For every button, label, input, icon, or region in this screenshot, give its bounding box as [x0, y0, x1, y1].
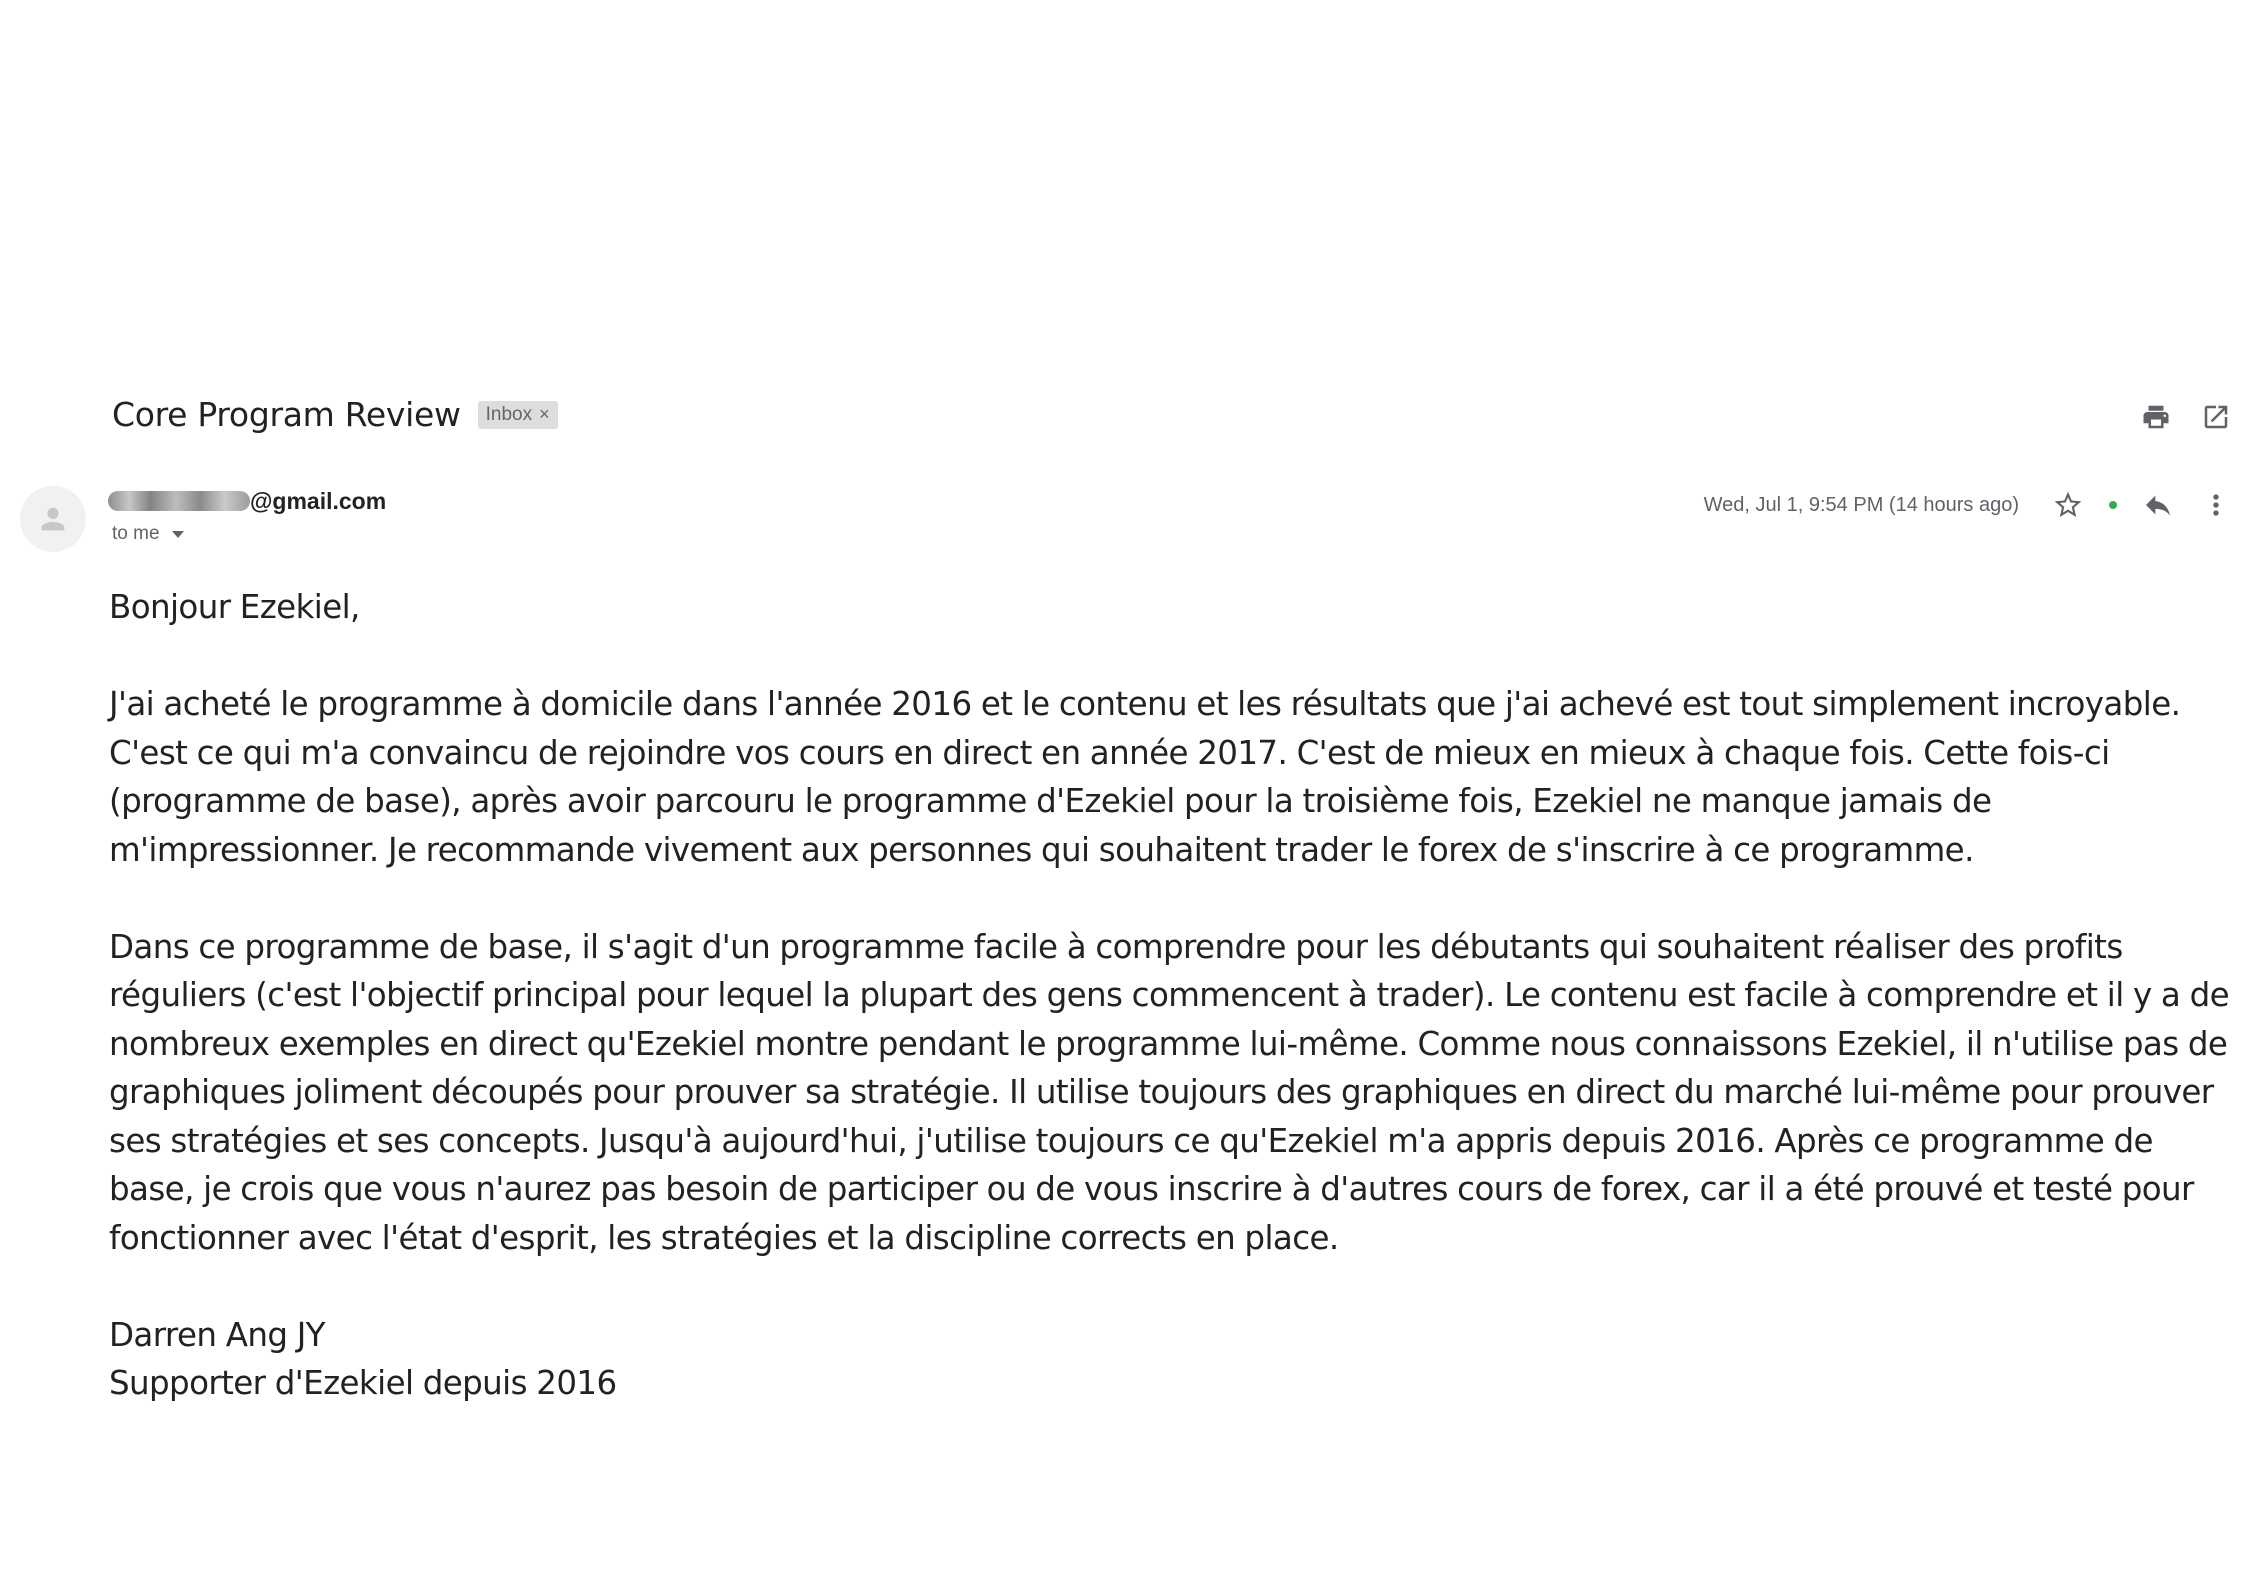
- body-paragraph-1: J'ai acheté le programme à domicile dans l'année 2016 et le contenu et les résultats que j'ai achevé est tout simplement incroyable. C'est ce qui m'a convaincu de rejoindre vos cours en direct en année 2017. C'est de mieux en mieux à chaque fois. Cette fois-ci (programme de base), après avoir parcouru le programme d'Ezekiel pour la troisième fois, Ezekiel ne manque jamais de m'impressionner. Je recommande vivement aux personnes qui souhaitent trader le forex de s'inscrire à ce programme.: [109, 685, 2181, 869]
- inbox-label-chip[interactable]: [478, 401, 558, 429]
- star-icon: [2052, 489, 2084, 521]
- sender-domain: @gmail.com: [250, 488, 387, 514]
- sender-address[interactable]: [108, 488, 386, 515]
- recipient-details[interactable]: [112, 523, 184, 545]
- thread-actions: [2139, 400, 2233, 434]
- recipient-label: to me: [112, 523, 160, 544]
- subject-row: [112, 395, 558, 434]
- star-button[interactable]: [2051, 488, 2085, 522]
- message-timestamp: Wed, Jul 1, 9:54 PM (14 hours ago): [1703, 493, 2019, 516]
- message-meta: [1704, 488, 2233, 522]
- print-icon: [2141, 402, 2171, 432]
- sender-avatar[interactable]: [20, 486, 86, 552]
- body-paragraph-2: Dans ce programme de base, il s'agit d'un programme facile à comprendre pour les débutants qui souhaitent réaliser des profits réguliers (c'est l'objectif principal pour lequel la plupart des gens commencent à trader). Le contenu est facile à comprendre et il y a de nombreux exemples en direct qu'Ezekiel montre pendant le programme lui-même. Comme nous connaissons Ezekiel, il n'utilise pas de graphiques joliment découpés pour prouver sa stratégie. Il utilise toujours des graphiques en direct du marché lui-même pour prouver ses stratégies et ses concepts. Jusqu'à aujourd'hui, j'utilise toujours ce qu'Ezekiel m'a appris depuis 2016. Après ce programme de base, je crois que vous n'aurez pas besoin de participer ou de vous inscrire à d'autres cours de forex, car il a été prouvé et testé pour fonctionner avec l'état d'esprit, les stratégies et la discipline corrects en place.: [109, 927, 2229, 1257]
- signature-title: Supporter d'Ezekiel depuis 2016: [109, 1364, 617, 1402]
- email-body: [109, 583, 2229, 1408]
- print-button[interactable]: [2139, 400, 2173, 434]
- chevron-down-icon[interactable]: [172, 531, 184, 538]
- remove-label-button[interactable]: ×: [539, 404, 550, 424]
- more-options-button[interactable]: [2199, 488, 2233, 522]
- reply-icon: [2142, 489, 2174, 521]
- online-status-dot: [2109, 501, 2117, 509]
- more-vertical-icon: [2200, 489, 2232, 521]
- person-icon: [36, 502, 70, 536]
- inbox-label-text: Inbox: [485, 403, 533, 425]
- open-in-new-window-button[interactable]: [2199, 400, 2233, 434]
- signature-name: Darren Ang JY: [109, 1315, 325, 1354]
- reply-button[interactable]: [2141, 488, 2175, 522]
- greeting: Bonjour Ezekiel,: [109, 588, 360, 626]
- email-subject: Core Program Review: [112, 395, 461, 434]
- redacted-sender-name: [108, 491, 250, 511]
- open-in-new-window-icon: [2201, 402, 2231, 432]
